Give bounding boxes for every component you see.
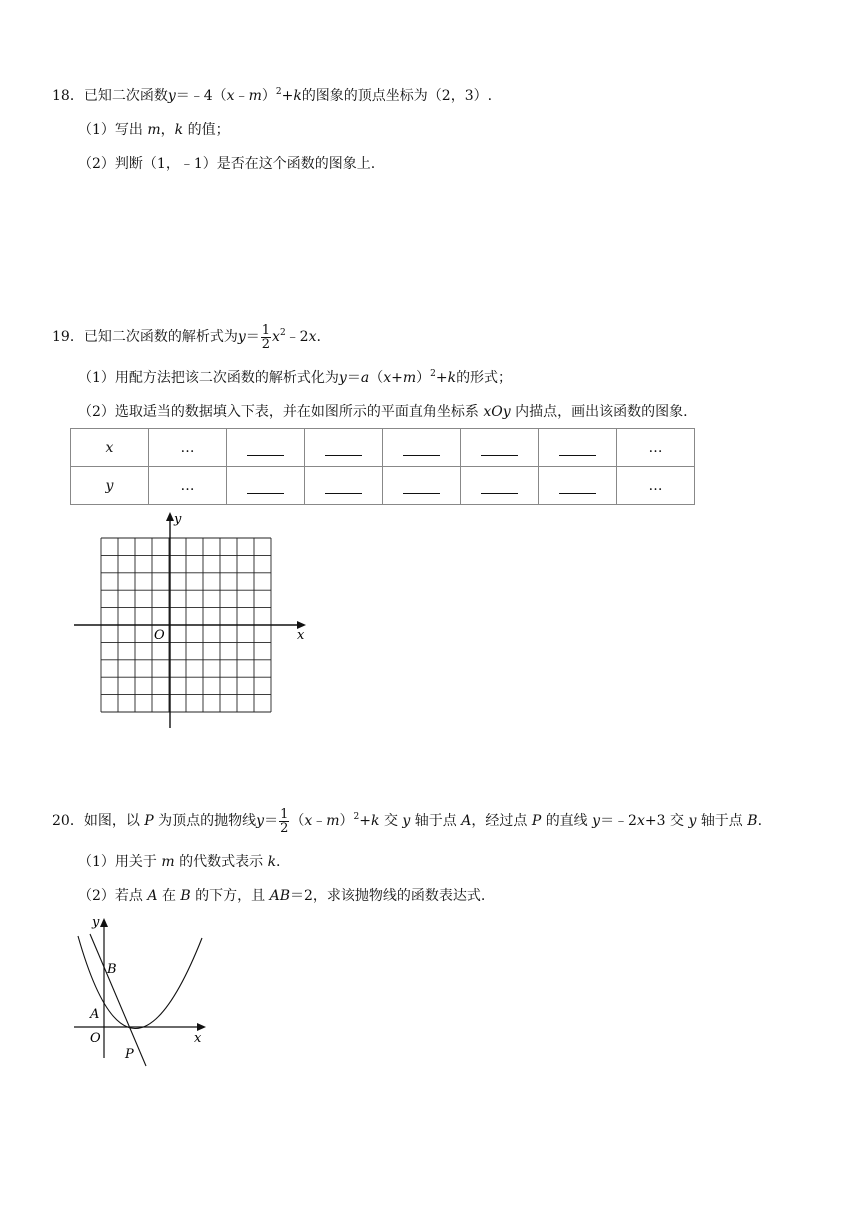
origin-label: O <box>154 628 165 643</box>
x-axis-label: x <box>297 628 305 643</box>
row-label-x: x <box>105 439 114 456</box>
ellipsis-cell: … <box>149 467 227 505</box>
answer-blank[interactable] <box>247 477 284 494</box>
q20-stem: 20．如图，以 P 为顶点的抛物线y＝ $\frac{1}{2}$ （x﹣m）$^2$+k 交 y 轴于点 A，经过点 P 的直线 y＝﹣2x+3 交 y 轴于点 B. <box>52 806 763 836</box>
fig-point-b-label: B <box>107 962 117 977</box>
q19-fraction: $\frac{1}{2}$ <box>261 322 271 352</box>
q18-part2: （2）判断（1，﹣1）是否在这个函数的图象上. <box>78 156 376 172</box>
answer-blank[interactable] <box>559 439 596 456</box>
fig-y-label: y <box>92 915 100 930</box>
q19-stem: 19．已知二次函数的解析式为y＝ $\frac{1}{2}$ $x^2﹣2x$. <box>52 322 321 352</box>
straight-line <box>90 934 146 1066</box>
fig-origin-label: O <box>90 1031 101 1046</box>
value-table <box>70 428 695 505</box>
fig-x-label: x <box>194 1031 202 1046</box>
coordinate-grid <box>70 506 320 732</box>
answer-blank[interactable] <box>403 439 440 456</box>
q20-part2: （2）若点 A 在 B 的下方，且 AB＝2，求该抛物线的函数表达式. <box>78 888 486 904</box>
answer-blank[interactable] <box>325 439 362 456</box>
q20-fraction: $\frac{1}{2}$ <box>280 806 289 836</box>
q19-part1: （1）用配方法把该二次函数的解析式化为$y=a(x+m)^2+k$的形式； <box>78 369 513 386</box>
fig-point-a-label: A <box>90 1007 100 1022</box>
q19-part2: （2）选取适当的数据填入下表，并在如图所示的平面直角坐标系 xOy 内描点，画出该函数的图象. <box>78 404 688 420</box>
answer-blank[interactable] <box>481 439 518 456</box>
y-axis-arrow-icon <box>100 918 108 927</box>
q18-part1: （1）写出 m，k 的值； <box>78 122 230 138</box>
ellipsis-cell: … <box>617 429 695 467</box>
ellipsis-cell: … <box>617 467 695 505</box>
answer-blank[interactable] <box>325 477 362 494</box>
table-row <box>71 429 695 467</box>
q18-stem: 18．已知二次函数y＝﹣4（x﹣m）$^2$+k的图象的顶点坐标为（2，3）. <box>52 87 493 104</box>
y-axis-arrow-icon <box>166 512 174 521</box>
answer-blank[interactable] <box>481 477 518 494</box>
answer-blank[interactable] <box>559 477 596 494</box>
y-axis-label: y <box>174 512 182 527</box>
answer-blank[interactable] <box>403 477 440 494</box>
ellipsis-cell: … <box>149 429 227 467</box>
x-axis-arrow-icon <box>197 1023 206 1031</box>
row-label-y: y <box>105 477 114 494</box>
table-row <box>71 467 695 505</box>
q20-part1: （1）用关于 m 的代数式表示 k. <box>78 854 281 870</box>
fig-point-p-label: P <box>125 1047 134 1062</box>
answer-blank[interactable] <box>247 439 284 456</box>
parabola-figure <box>70 910 220 1070</box>
